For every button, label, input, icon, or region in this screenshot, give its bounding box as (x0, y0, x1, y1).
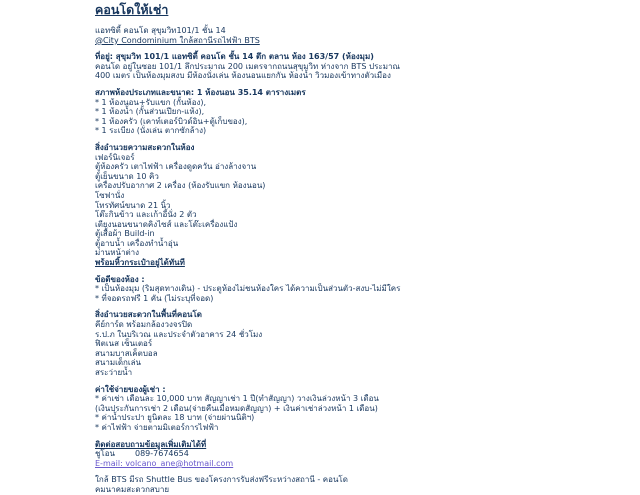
room-advantages-list (95, 284, 535, 303)
contact-email-link[interactable]: E-mail: volcano_ane@hotmail.com (95, 458, 234, 468)
condo-amenity-item: สนามเด็กเล่น (95, 358, 141, 368)
tenant-cost-item: * ค่าเช่า เดือนละ 10,000 บาท สัญญาเช่า 1 ปี(ทำสัญญา) วางเงินล่วงหน้า 3 เดือน (95, 394, 379, 404)
condo-amenity-item: ร.ป.ภ ในบริเวณ และประจำตัวอาคาร 24 ชั่วโมง (95, 329, 263, 339)
room-amenity-item: ตู้เสื้อผ้า Build-in (95, 229, 155, 239)
ready-to-move-in-highlight: พร้อมหิ้วกระเป๋าอยู่ได้ทันที (95, 258, 185, 268)
room-type-item: * 1 ห้องน้ำ (กั้นส่วนเปียก-แห้ง), (95, 107, 205, 117)
city-condominium-link[interactable]: @City Condominium ใกล้สถานีรถไฟฟ้า BTS (95, 35, 260, 45)
footer-note (95, 475, 535, 494)
condo-amenity-item: สระว่ายน้ำ (95, 368, 133, 377)
contact-phone-number: 089-7674654 (135, 449, 189, 459)
condo-amenity-item: ฟิตเนส เซ็นเตอร์ (95, 339, 153, 349)
address-block (95, 52, 535, 81)
room-type-item: * 1 ห้องนอน+รับแขก (กั้นห้อง), (95, 97, 207, 107)
condo-amenities-heading: สิ่งอำนวยสะดวกในพื้นที่คอนโด (95, 310, 202, 320)
room-amenities-list (95, 153, 535, 259)
room-amenity-item: ตู้เย็นขนาด 10 คิว (95, 171, 159, 181)
condo-amenities-section (95, 310, 535, 377)
room-amenity-item: เฟอร์นิเจอร์ (95, 152, 135, 162)
page-title: คอนโดให้เช่า (95, 2, 169, 17)
room-amenity-item: ตู้ห้องครัว เตาไฟฟ้า เครื่องดูดควัน อ่างล้างจาน (95, 162, 257, 172)
address-line-1: ที่อยู่: สุขุมวิท 101/1 แอทซิตี้ คอนโด ชั้น 14 ตึก ตลาน ห้อง 163/57 (ห้องมุม) (95, 52, 374, 62)
room-amenity-item: โต๊ะกินข้าว และเก้าอี้นั่ง 2 ตัว (95, 210, 197, 220)
tenant-costs-list (95, 394, 535, 432)
room-type-heading: สภาพห้องประเภทและขนาด: 1 ห้องนอน 35.14 ตารางเมตร (95, 87, 306, 97)
address-line-3: 400 เมตร เป็นห้องมุมสงบ มีห้องนั่งเล่น ห้องนอนแยกกัน ห้องน้ำ วิวมองเข้าทางตัวเมือง (95, 71, 391, 81)
room-type-section (95, 88, 535, 136)
room-amenity-item: โทรทัศน์ขนาด 21 นิ้ว (95, 200, 171, 210)
tenant-costs-section (95, 385, 535, 433)
contact-section (95, 440, 535, 469)
room-amenities-section (95, 143, 535, 268)
tenant-cost-item: (เงินประกันการเช่า 2 เดือน(จ่ายคืนเมื่อหมดสัญญา) + เงินค่าเช่าล่วงหน้า 1 เดือน) (95, 403, 378, 413)
tenant-cost-item: * ค่าน้ำประปา ยูนิตละ 18 บาท (จ่ายผ่านนิติฯ) (95, 413, 255, 423)
room-type-list (95, 98, 535, 136)
room-amenity-item: โซฟานั่ง (95, 190, 125, 200)
room-amenity-item: เตียงนอนขนาดคิงไซส์ และโต๊ะเครื่องแป้ง (95, 219, 238, 229)
room-amenity-item: ม่านหน้าต่าง (95, 248, 140, 258)
header-block (95, 26, 535, 45)
condo-amenities-list (95, 320, 535, 378)
room-advantage-item: * ที่จอดรถฟรี 1 คัน (ไม่ระบุที่จอด) (95, 293, 214, 303)
contact-name: ชูโอน (95, 449, 115, 459)
room-type-item: * 1 ห้องครัว (เคาท์เตอร์บิวด์อิน+ตู้เก็บของ), (95, 116, 248, 126)
tenant-cost-item: * ค่าไฟฟ้า จ่ายตามมิเตอร์การไฟฟ้า (95, 422, 219, 432)
condo-amenity-item: คีย์การ์ด พร้อมกล้องวงจรปิด (95, 320, 193, 330)
room-type-item: * 1 ระเบียง (นั่งเล่น ตากซักล้าง) (95, 126, 207, 136)
transport-note-line: คมนาคมสะดวกสบาย (95, 484, 170, 494)
contact-heading: ติดต่อสอบถามข้อมูลเพิ่มเติมได้ที่ (95, 439, 207, 449)
room-advantages-heading: ข้อดีของห้อง : (95, 274, 145, 284)
condo-amenity-item: สนามบาสเค็ตบอล (95, 348, 158, 358)
room-amenity-item: เครื่องปรับอากาศ 2 เครื่อง (ห้องรับแขก ห้องนอน) (95, 181, 266, 191)
contact-phone-row (95, 449, 535, 459)
address-line-2: คอนโด อยู่ในซอย 101/1 ลึกประมาณ 200 เมตรจากถนนสุขุมวิท ห่างจาก BTS ประมาณ (95, 61, 400, 71)
room-amenity-item: ตู้อาบน้ำ เครื่องทำน้ำอุ่น (95, 238, 179, 248)
shuttle-bus-note-line: ใกล้ BTS มีรถ Shuttle Bus ของโครงการรับส่งฟรีระหว่างสถานี - คอนโด (95, 475, 348, 485)
tenant-costs-heading: ค่าใช้จ่ายของผู้เช่า : (95, 384, 166, 394)
room-advantages-section (95, 275, 535, 304)
room-amenities-heading: สิ่งอำนวยความสะดวกในห้อง (95, 142, 195, 152)
room-advantage-item: * เป็นห้องมุม (ริมสุดทางเดิน) - ประตูห้องไม่ชนห้องใคร ได้ความเป็นส่วนตัว-สงบ-ไม่มีใคร (95, 284, 401, 294)
condo-name-line: แอทซิตี้ คอนโด สุขุมวิท101/1 ชั้น 14 (95, 26, 226, 35)
